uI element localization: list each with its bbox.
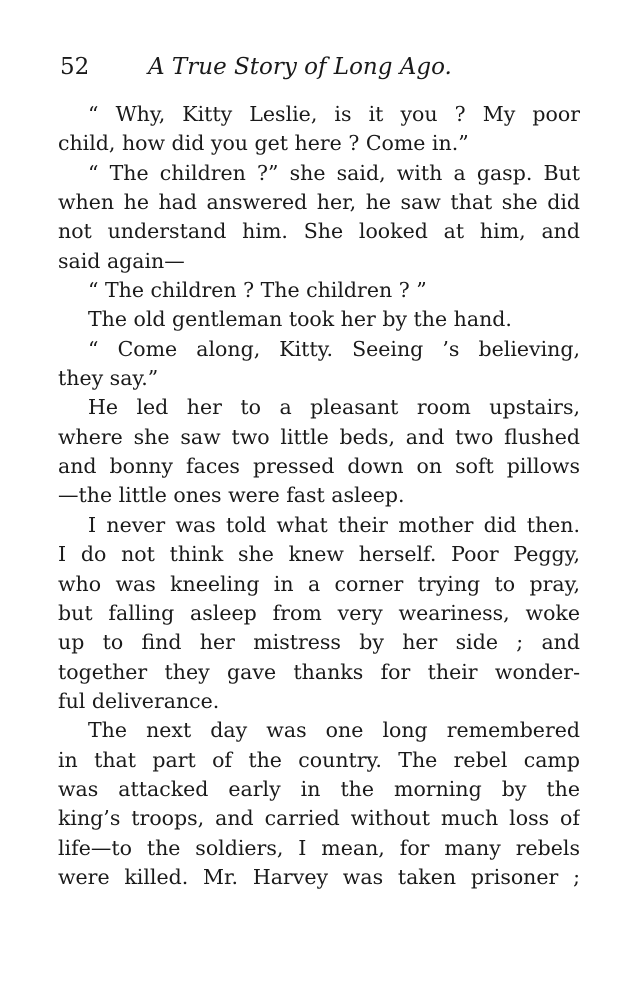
- text-line: but falling asleep from very weariness, woke: [58, 600, 580, 625]
- text-line: child, how did you get here ? Come in.”: [58, 131, 469, 156]
- text-line: life—to the soldiers, I mean, for many rebels: [58, 835, 580, 860]
- running-title: A True Story of Long Ago.: [148, 54, 452, 80]
- text-line: where she saw two little beds, and two flushed: [58, 424, 580, 449]
- page-header: [60, 54, 580, 90]
- body-text: [58, 100, 580, 892]
- text-line: they say.”: [58, 366, 159, 391]
- text-line: “ The children ?” she said, with a gasp. But: [88, 160, 580, 185]
- text-line: The old gentleman took her by the hand.: [88, 307, 512, 332]
- text-line: I never was told what their mother did then.: [88, 512, 580, 537]
- text-line: were killed. Mr. Harvey was taken prisoner ;: [58, 864, 580, 889]
- text-line: “ The children ? The children ? ”: [88, 278, 427, 303]
- text-line: king’s troops, and carried without much loss of: [58, 806, 580, 831]
- text-line: “ Why, Kitty Leslie, is it you ? My poor: [88, 102, 580, 126]
- text-line: in that part of the country. The rebel camp: [58, 747, 580, 772]
- text-line: —the little ones were fast asleep.: [58, 483, 405, 508]
- text-line: said again—: [58, 248, 185, 273]
- text-line: who was kneeling in a corner trying to pray,: [58, 571, 580, 596]
- text-line: “ Come along, Kitty. Seeing ’s believing,: [88, 336, 580, 361]
- text-line: was attacked early in the morning by the: [58, 776, 580, 801]
- text-line: He led her to a pleasant room upstairs,: [88, 395, 580, 420]
- text-line: up to find her mistress by her side ; and: [58, 630, 580, 655]
- text-line: not understand him. She looked at him, and: [58, 219, 580, 244]
- text-line: ful deliverance.: [58, 688, 220, 713]
- text-line: The next day was one long remembered: [88, 718, 580, 743]
- text-line: together they gave thanks for their wonder-: [58, 659, 580, 684]
- text-line: when he had answered her, he saw that she did: [58, 190, 580, 215]
- page-number: 52: [60, 54, 90, 80]
- text-line: and bonny faces pressed down on soft pillows: [58, 454, 580, 479]
- text-line: I do not think she knew herself. Poor Peggy,: [58, 542, 580, 567]
